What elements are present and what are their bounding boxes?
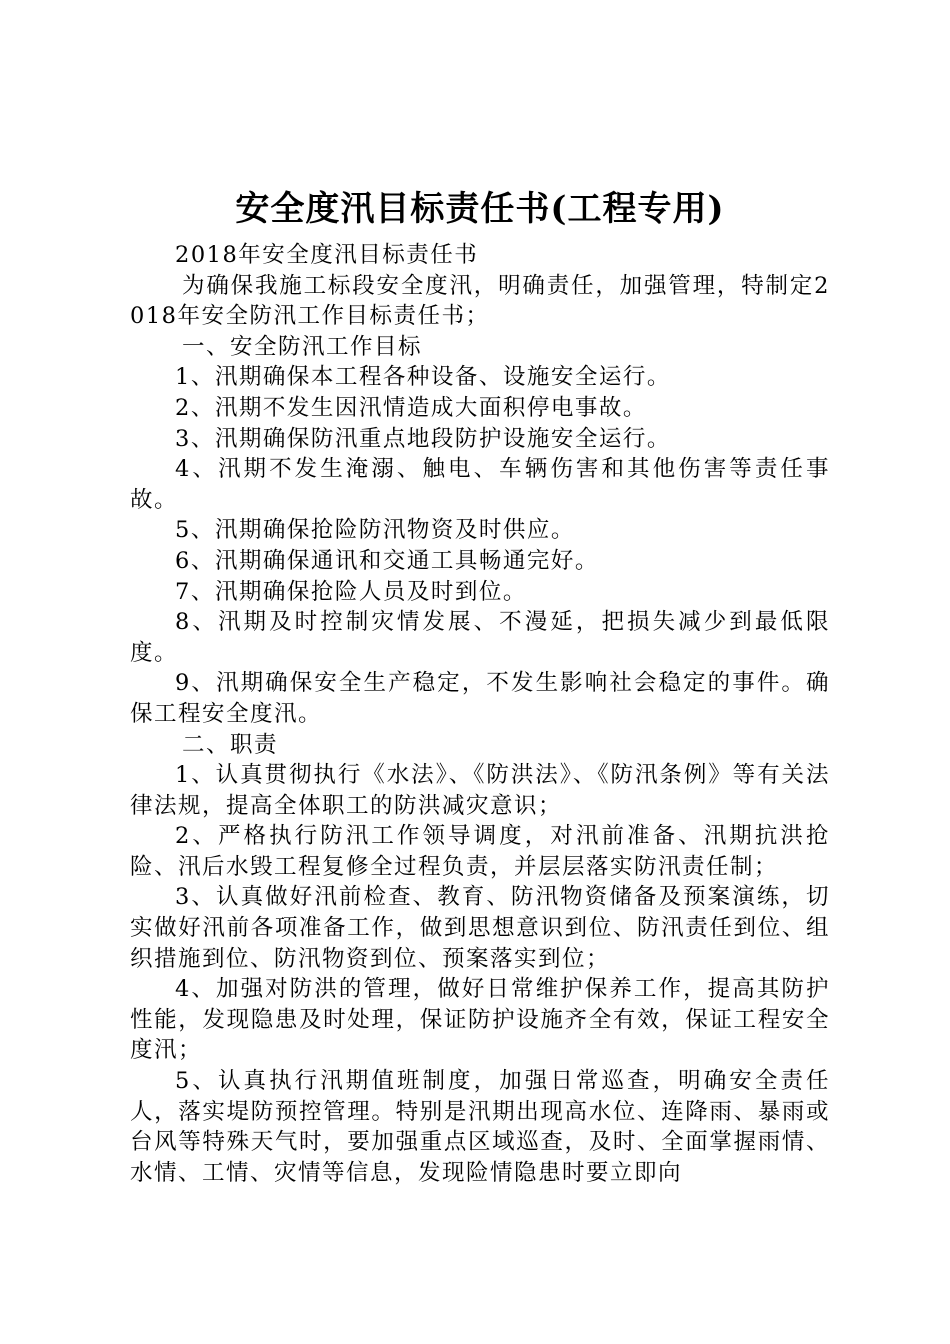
- paragraph-intro: 为确保我施工标段安全度汛，明确责任，加强管理，特制定2018年安全防汛工作目标责任书；: [130, 272, 830, 330]
- section-heading-duties: 二、职责: [182, 731, 279, 758]
- goal-item-1: 1、汛期确保本工程各种设备、设施安全运行。: [175, 364, 671, 391]
- goal-item-9: 9、汛期确保安全生产稳定，不发生影响社会稳定的事件。确保工程安全度汛。: [130, 670, 830, 727]
- duty-item-1: 1、认真贯彻执行《水法》、《防洪法》、《防汛条例》等有关法律法规，提高全体职工的防洪减灾意识；: [130, 762, 830, 819]
- duty-item-3: 3、认真做好汛前检查、教育、防汛物资储备及预案演练，切实做好汛前各项准备工作，做到思想意识到位、防汛责任到位、组织措施到位、防汛物资到位、预案落实到位；: [130, 884, 830, 972]
- goal-item-2: 2、汛期不发生因汛情造成大面积停电事故。: [175, 394, 647, 421]
- goal-item-6: 6、汛期确保通讯和交通工具畅通完好。: [175, 547, 599, 574]
- goal-item-3: 3、汛期确保防汛重点地段防护设施安全运行。: [175, 425, 671, 452]
- document-body: [130, 186, 830, 1188]
- goal-item-4: 4、汛期不发生淹溺、触电、车辆伤害和其他伤害等责任事故。: [130, 456, 830, 513]
- document-title: 安全度汛目标责任书(工程专用): [235, 189, 725, 229]
- paragraph-year-heading: 2018年安全度汛目标责任书: [175, 242, 479, 268]
- section-heading-goals: 一、安全防汛工作目标: [182, 333, 423, 360]
- goal-item-5: 5、汛期确保抢险防汛物资及时供应。: [175, 517, 575, 544]
- goal-item-7: 7、汛期确保抢险人员及时到位。: [175, 578, 527, 605]
- duty-item-2: 2、严格执行防汛工作领导调度，对汛前准备、汛期抗洪抢险、汛后水毁工程复修全过程负责，并层层落实防汛责任制；: [130, 823, 830, 880]
- goal-item-8: 8、汛期及时控制灾情发展、不漫延，把损失减少到最低限度。: [130, 609, 830, 666]
- duty-item-4: 4、加强对防洪的管理，做好日常维护保养工作，提高其防护性能，发现隐患及时处理，保证防护设施齐全有效，保证工程安全度汛；: [130, 976, 830, 1064]
- duty-item-5: 5、认真执行汛期值班制度，加强日常巡查，明确安全责任人，落实堤防预控管理。特别是汛期出现高水位、连降雨、暴雨或台风等特殊天气时，要加强重点区域巡查，及时、全面掌握雨情、水情、工情、灾情等信息，发现险情隐患时要立即向: [130, 1068, 830, 1186]
